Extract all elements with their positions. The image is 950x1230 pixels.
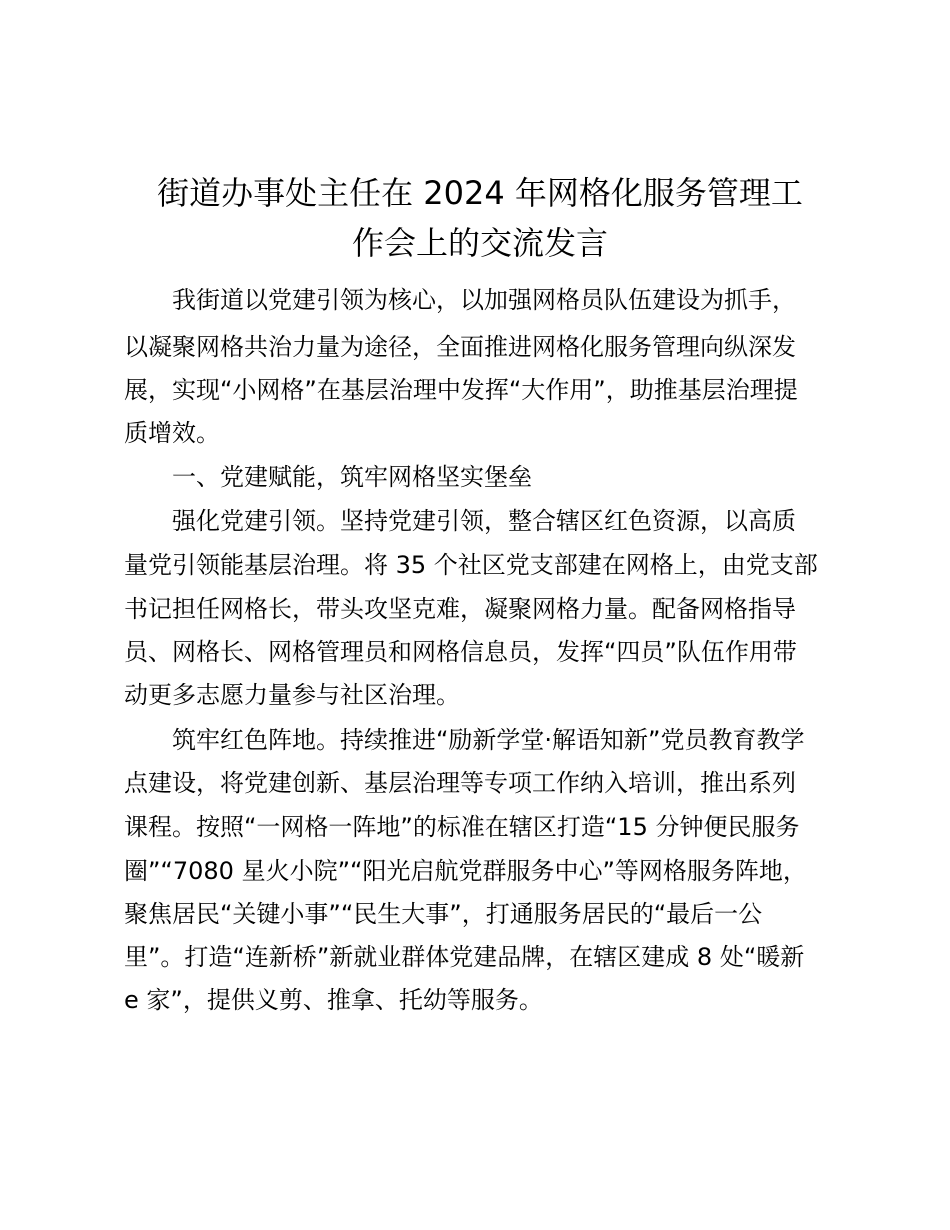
paragraph-line: 书记担任网格长，带头攻坚克难，凝聚网格力量。配备网格指导 xyxy=(124,595,796,623)
paragraph-line: 我街道以党建引领为核心，以加强网格员队伍建设为抓手， xyxy=(172,286,796,314)
title-line: 作会上的交流发言 xyxy=(351,224,608,262)
paragraph-line: 质增效。 xyxy=(124,419,220,447)
paragraph-line: 强化党建引领。坚持党建引领，整合辖区红色资源，以高质 xyxy=(172,507,796,535)
paragraph-line: 筑牢红色阵地。持续推进“励新学堂·解语知新”党员教育教学 xyxy=(172,726,805,754)
section-heading: 一、党建赋能，筑牢网格坚实堡垒 xyxy=(172,463,532,491)
paragraph-line: 动更多志愿力量参与社区治理。 xyxy=(124,681,460,709)
document-title xyxy=(124,168,836,268)
paragraph-line: 点建设，将党建创新、基层治理等专项工作纳入培训，推出系列 xyxy=(124,769,796,797)
paragraph-line: 员、网格长、网格管理员和网格信息员，发挥“四员”队伍作用带 xyxy=(124,638,797,666)
paragraph-line: 量党引领能基层治理。将 35 个社区党支部建在网格上，由党支部 xyxy=(124,551,818,579)
title-line: 街道办事处主任在 2024 年网格化服务管理工 xyxy=(157,174,803,212)
paragraph-line: 以凝聚网格共治力量为途径，全面推进网格化服务管理向纵深发 xyxy=(124,333,796,361)
paragraph-line: 圈”“7080 星火小院”“阳光启航党群服务中心”等网格服务阵地， xyxy=(124,857,807,885)
paragraph-line: 聚焦居民“关键小事”“民生大事”，打通服务居民的“最后一公 xyxy=(124,900,763,928)
paragraph-line: e 家”，提供义剪、推拿、托幼等服务。 xyxy=(124,986,543,1014)
paragraph-line: 课程。按照“一网格一阵地”的标准在辖区打造“15 分钟便民服务 xyxy=(124,813,800,841)
paragraph-line: 展，实现“小网格”在基层治理中发挥“大作用”，助推基层治理提 xyxy=(124,376,798,404)
paragraph-line: 里”。打造“连新桥”新就业群体党建品牌，在辖区建成 8 处“暖新 xyxy=(124,943,805,971)
